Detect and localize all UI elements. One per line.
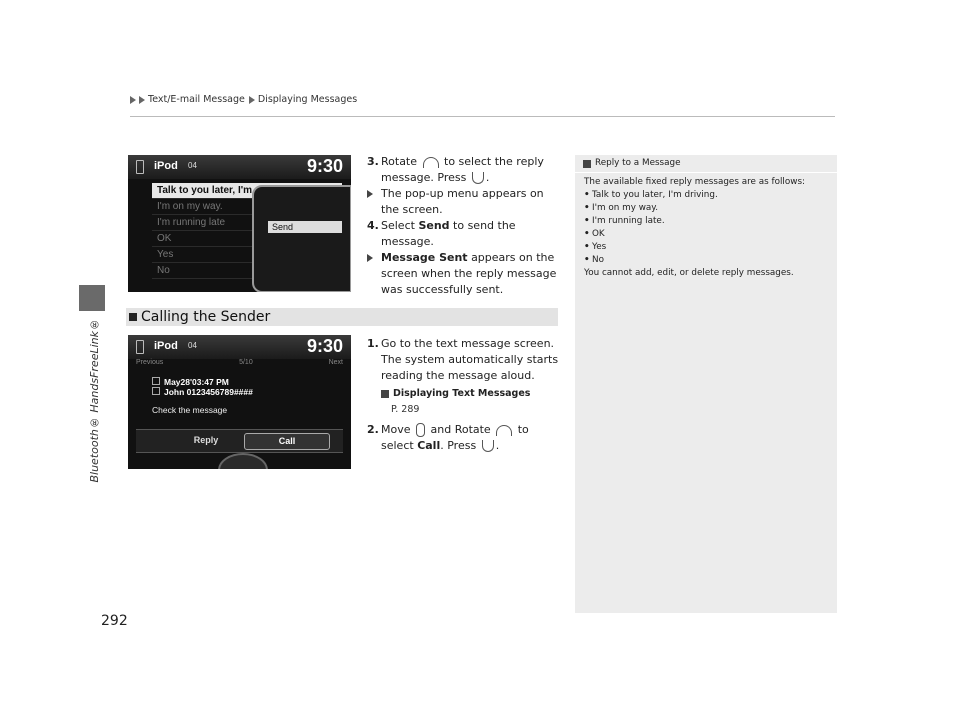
- send-button[interactable]: Send: [268, 221, 342, 233]
- step-4-result: Message Sent appears on the screen when the reply message was successfully sent.: [367, 250, 562, 298]
- calendar-icon: [152, 377, 160, 385]
- cross-reference[interactable]: Displaying Text Messages: [381, 386, 562, 402]
- dial-graphic: [218, 453, 268, 469]
- reply-button[interactable]: Reply: [193, 435, 219, 445]
- phone-icon: [136, 160, 144, 174]
- interface-dial-rotate-icon: [423, 157, 439, 168]
- result-arrow-icon: [367, 190, 373, 198]
- steps-reply: [367, 154, 562, 298]
- list-item[interactable]: OK: [152, 231, 342, 247]
- list-item: • No: [584, 255, 604, 265]
- list-item: • I'm running late.: [584, 216, 665, 226]
- interface-dial-press-icon: [482, 440, 494, 452]
- header-divider: [130, 116, 835, 117]
- steps-call: [367, 336, 562, 454]
- next-button[interactable]: Next: [328, 359, 343, 366]
- note-icon: [583, 160, 591, 168]
- popup-menu: [252, 185, 351, 292]
- step-3-result: The pop-up menu appears on the screen.: [367, 186, 562, 218]
- breadcrumb-arrow-icon: [249, 96, 255, 104]
- source-label: iPod: [154, 340, 178, 352]
- message-counter: 5/10: [239, 359, 253, 366]
- breadcrumb-item[interactable]: Displaying Messages: [257, 94, 358, 105]
- chapter-tab[interactable]: [79, 285, 105, 311]
- message-nav: [136, 359, 343, 371]
- note-heading: Reply to a Message: [575, 155, 837, 173]
- list-item: • OK: [584, 229, 605, 239]
- interface-dial-press-icon: [472, 172, 484, 184]
- message-sender: John 0123456789####: [164, 387, 253, 397]
- step-4: 4. Select Send to send the message.: [367, 219, 516, 248]
- message-date: May28'03:47 PM: [164, 377, 229, 387]
- list-item: • I'm on my way.: [584, 203, 659, 213]
- list-item[interactable]: Yes: [152, 247, 342, 263]
- note-outro: You cannot add, edit, or delete reply messages.: [584, 268, 794, 278]
- breadcrumb-arrow-icon: [130, 96, 136, 104]
- breadcrumb-item[interactable]: Text/E-mail Message: [148, 94, 245, 105]
- previous-button[interactable]: Previous: [136, 359, 164, 366]
- action-bar: [136, 429, 343, 453]
- section-square-icon: [129, 313, 137, 321]
- call-button[interactable]: Call: [244, 433, 330, 450]
- result-arrow-icon: [367, 254, 373, 262]
- section-heading: Calling the Sender: [126, 308, 558, 326]
- breadcrumb-arrow-icon: [139, 96, 145, 104]
- list-item[interactable]: I'm on my way.: [152, 199, 342, 215]
- step-1: 1. Go to the text message screen. The system automatically starts reading the message aloud.: [367, 337, 559, 382]
- note-intro: The available fixed reply messages are as follows:: [584, 177, 805, 187]
- step-2: 2. Move and Rotate to select Call. Press .: [367, 423, 529, 452]
- list-item[interactable]: I'm running late: [152, 215, 342, 231]
- source-label: iPod: [154, 160, 178, 172]
- track-number: 04: [188, 161, 197, 170]
- message-screen-image: [128, 335, 351, 469]
- phone-icon: [136, 340, 144, 354]
- chapter-label: Bluetooth® HandsFreeLink®: [88, 318, 101, 483]
- breadcrumb: [130, 94, 361, 105]
- interface-dial-move-icon: [416, 423, 425, 437]
- message-details: [152, 377, 253, 415]
- step-3: 3. Rotate to select the reply message. Press .: [367, 155, 544, 184]
- side-note: [575, 155, 837, 613]
- list-item: • Yes: [584, 242, 607, 252]
- interface-dial-rotate-icon: [496, 425, 512, 436]
- reply-screen-image: [128, 155, 351, 292]
- track-number: 04: [188, 341, 197, 350]
- xref-page: P. 289: [391, 404, 420, 415]
- contact-icon: [152, 387, 160, 395]
- xref-icon: [381, 390, 389, 398]
- list-item[interactable]: No: [152, 263, 342, 279]
- list-item: • Talk to you later, I'm driving.: [584, 190, 718, 200]
- clock: 9:30: [306, 336, 343, 356]
- list-item[interactable]: Talk to you later, I'm: [152, 183, 342, 199]
- message-body: Check the message: [152, 405, 228, 415]
- clock: 9:30: [306, 156, 343, 176]
- page-number: 292: [101, 613, 128, 629]
